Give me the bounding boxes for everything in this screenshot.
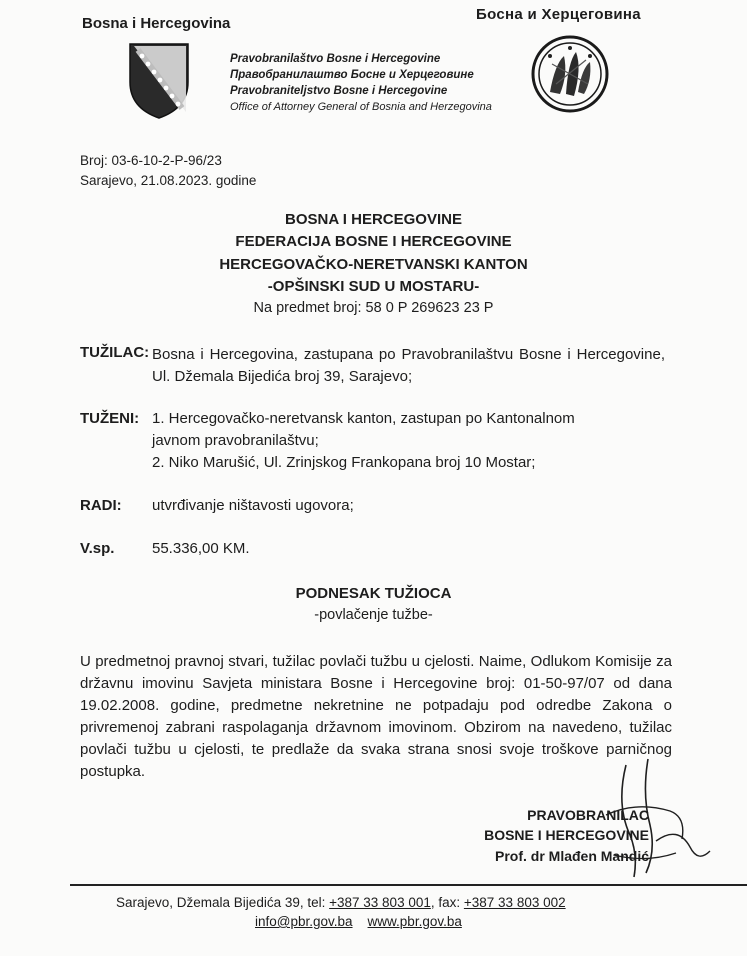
footer-website-link[interactable]: www.pbr.gov.ba	[367, 914, 462, 929]
signature-title: PRAVOBRANILAC	[527, 807, 649, 823]
footer-tel[interactable]: +387 33 803 001	[329, 895, 431, 910]
defendant-1-line-1: 1. Hercegovačko-neretvansk kanton, zastupan po Kantonalnom	[152, 410, 575, 427]
footer-divider	[70, 884, 747, 886]
footer-web-line	[255, 914, 462, 929]
signature-institution: BOSNE I HERCEGOVINE	[484, 827, 649, 843]
court-line-court: -OPŠINSKI SUD U MOSTARU-	[267, 278, 480, 295]
reference-number: Broj: 03-6-10-2-P-96/23	[80, 153, 222, 168]
bih-coat-of-arms-icon	[128, 42, 190, 120]
plaintiff-text: Bosna i Hercegovina, zastupana po Pravobranilaštvu Bosne i Hercegovine, Ul. Džemala Bijedića broj 39, Sarajevo;	[152, 346, 665, 385]
plaintiff-label: TUŽILAC:	[80, 344, 150, 361]
subject-label: RADI:	[80, 497, 122, 514]
value-text: 55.336,00 KM.	[152, 540, 250, 557]
header-country-cyrillic: Босна и Херцеговина	[476, 6, 641, 23]
submission-title: PODNESAK TUŽIOCA	[295, 585, 452, 602]
office-name-cyrillic: Правобранилаштво Босне и Херцеговине	[230, 69, 474, 81]
submission-subtitle: -povlačenje tužbe-	[314, 607, 433, 623]
footer-address: Sarajevo, Džemala Bijedića 39, tel:	[116, 895, 326, 910]
defendant-2: 2. Niko Marušić, Ul. Zrinjskog Frankopana broj 10 Mostar;	[152, 454, 536, 471]
office-seal-icon	[530, 34, 610, 114]
value-label: V.sp.	[80, 540, 115, 557]
place-and-date: Sarajevo, 21.08.2023. godine	[80, 173, 257, 188]
office-name-croatian: Pravobraniteljstvo Bosne i Hercegovine	[230, 85, 448, 97]
court-line-canton: HERCEGOVAČKO-NERETVANSKI KANTON	[219, 256, 528, 273]
footer-fax-label: , fax:	[430, 895, 461, 910]
footer-fax[interactable]: +387 33 803 002	[463, 895, 566, 910]
subject-text: utvrđivanje ništavosti ugovora;	[152, 497, 354, 514]
court-line-state: BOSNA I HERCEGOVINE	[285, 211, 462, 228]
footer-contact-line	[116, 895, 566, 910]
court-line-federation: FEDERACIJA BOSNE I HERCEGOVINE	[235, 233, 512, 250]
signature-name: Prof. dr Mlađen Mandić	[494, 848, 649, 864]
defendants-label: TUŽENI:	[80, 410, 140, 427]
office-name-english: Office of Attorney General of Bosnia and Herzegovina	[230, 101, 492, 113]
case-number: Na predmet broj: 58 0 P 269623 23 P	[253, 300, 494, 316]
header-country-latin: Bosna i Hercegovina	[82, 15, 231, 32]
footer-email-link[interactable]: info@pbr.gov.ba	[255, 914, 353, 929]
defendant-1-line-2: javnom pravobranilaštvu;	[152, 432, 319, 449]
submission-body: U predmetnoj pravnoj stvari, tužilac povlači tužbu u cjelosti. Naime, Odlukom Komisije za državnu imovinu Savjeta ministara Bosne i Hercegovine broj: 01-50-97/07 od dana 19.02.2008. godine, predmetne nekretnine ne potpadaju pod odredbe Zakona o privremenoj zabrani raspolaganja državnom imovinom. Obzirom na navedeno, tužilac povlači tužbu u cjelosti, te predlaže da svaka strana snosi svoje troškove parničnog postupka.	[80, 653, 672, 780]
office-name-latin-bosnian: Pravobranilaštvo Bosne i Hercegovine	[230, 53, 441, 65]
